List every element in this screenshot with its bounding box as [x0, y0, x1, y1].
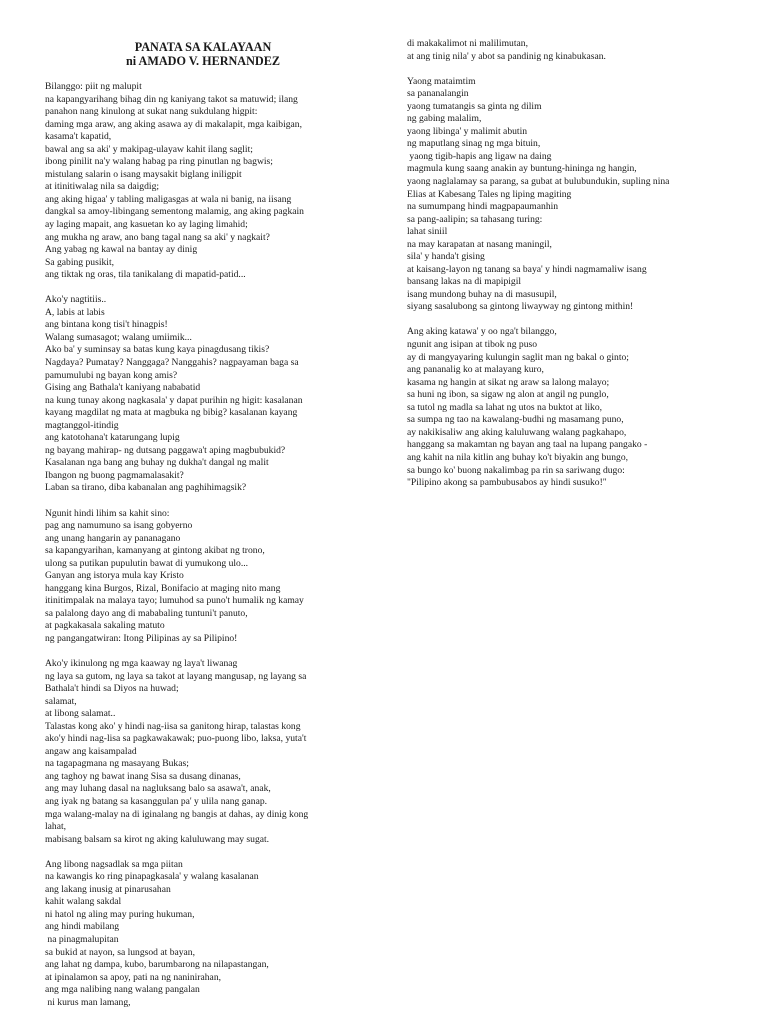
poem-line: sa bukid at nayon, sa lungsod at bayan, [45, 946, 196, 958]
poem-line: daming mga araw, ang aking asawa ay di makalapit, mga kaibigan, [45, 118, 302, 130]
poem-line: ang lahat ng dampa, kubo, barumbarong na nilapastangan, [45, 959, 269, 971]
poem-line: Ang aking katawa' y oo nga't bilanggo, [407, 326, 557, 338]
poem-line: sila' y handa't gising [407, 251, 485, 263]
right-column [407, 38, 727, 502]
poem-line: Walang sumasagot; walang umiimik... [45, 331, 192, 343]
poem-line: Nagdaya? Pumatay? Nanggaga? Nanggahis? nagpayaman baga sa [45, 356, 299, 368]
poem-line: na sumumpang hindi magpapaumanhin [407, 201, 559, 213]
poem-line: lahat siniil [407, 226, 448, 238]
poem-line: ng pangangatwiran: Itong Pilipinas ay sa Pilipino! [45, 632, 238, 644]
poem-line: yaong naglalamay sa parang, sa gubat at bulubundukin, supling nina [407, 175, 670, 187]
poem-line: kahit walang sakdal [45, 896, 122, 908]
poem-line: ng laya sa gutom, ng laya sa takot at layang mangusap, ng layang sa [45, 670, 307, 682]
poem-line: na tagapagmana ng masayang Bukas; [45, 758, 189, 770]
poem-line: Ang yabag ng kawal na bantay ay dinig [45, 244, 198, 256]
poem-line: ang bintana kong tisi't hinagpis! [45, 319, 168, 331]
poem-line: ng maputlang sinag ng mga bituin, [407, 138, 541, 150]
poem-line: sa tutol ng madla sa lahat ng utos na buktot at liko, [407, 401, 603, 413]
title-block [45, 40, 361, 68]
poem-line: Yaong mataimtim [407, 75, 476, 87]
poem-line: ngunit ang isipan at tibok ng puso [407, 339, 538, 351]
poem-line: na pinagmalupitan [45, 934, 119, 945]
poem-line: hanggang kina Burgos, Rizal, Bonifacio at maging nito mang [45, 582, 281, 594]
poem-line: Ganyan ang istorya mula kay Kristo [45, 570, 184, 582]
poem-line: at libong salamat.. [45, 708, 116, 720]
poem-line: ni kurus man lamang, [45, 996, 131, 1008]
poem-title: PANATA SA KALAYAAN [134, 40, 272, 54]
poem-line: sa palalong dayo ang di mababaling tuntuni't panuto, [45, 607, 248, 619]
poem-line: Talastas kong ako' y hindi nag-iisa sa ganitong hirap, talastas kong [45, 720, 301, 732]
poem-line: magmula kung saang anakin ay buntung-hininga ng hangin, [407, 163, 637, 175]
poem-line: yaong tigib-hapis ang ligaw na daing [407, 150, 552, 162]
poem-line: na may karapatan at nasang maningil, [407, 238, 552, 250]
poem-line: lahat, [45, 821, 67, 833]
poem-line: sa pang-aalipin; sa tahasang turing: [407, 213, 543, 225]
poem-line: dangkal sa amoy-libingang sementong malamig, ang aking pagkain [45, 206, 304, 218]
poem-line: ay di mangyayaring kulungin saglit man ng bakal o ginto; [407, 351, 629, 363]
poem-stanza [407, 38, 727, 63]
poem-line: ang aking higaa' y tabling maligasgas at wala ni banig, na iisang [45, 193, 292, 205]
poem-line: Ngunit hindi lihim sa kahit sino: [45, 507, 170, 519]
poem-line: Kasalanan nga bang ang buhay ng dukha't dangal ng malit [45, 457, 269, 469]
poem-line: yaong tumatangis sa ginta ng dilim [407, 100, 542, 112]
poem-stanza [407, 76, 727, 314]
poem-line: at itinitiwalag nila sa daigdig; [45, 181, 160, 193]
poem-line: Gising ang Bathala't kaniyang nababatid [45, 382, 201, 394]
poem-line: at ang tinig nila' y abot sa pandinig ng kinabukasan. [407, 50, 606, 62]
poem-line: mistulang salarin o isang maysakit biglang iniligpit [45, 168, 242, 180]
poem-line: ang lakang inusig at pinarusahan [45, 883, 171, 895]
poem-line: na kawangis ko ring pinapagkasala' y walang kasalanan [45, 871, 259, 883]
poem-line: ang may luhang dasal na nagluksang balo sa asawa't, anak, [45, 783, 271, 795]
poem-line: na kung tunay akong nagkasala' y dapat purihin ng higit: kasalanan [45, 394, 303, 406]
poem-line: ang mukha ng araw, ano bang tagal nang sa aki' y nagkait? [45, 231, 270, 243]
poem-line: Ako ba' y suminsay sa batas kung kaya pinagdusang tikis? [45, 344, 270, 356]
poem-line: yaong libinga' y malimit abutin [407, 125, 528, 137]
poem-line: ang tiktak ng oras, tila tanikalang di mapatid-patid... [45, 269, 246, 281]
poem-line: at kaisang-layon ng tanang sa baya' y hindi nagmamaliw isang [407, 263, 647, 275]
poem-line: A, labis at labis [45, 306, 105, 318]
poem-line: ibong pinilit na'y walang habag pa ring pinutlan ng bagwis; [45, 156, 273, 168]
poem-line: ang katotohana't katarungang lupig [45, 432, 180, 444]
poem-line: pamumulubi ng bayan kong amis? [45, 369, 178, 381]
poem-line: ni hatol ng aling may puring hukuman, [45, 908, 195, 920]
poem-stanza [45, 859, 365, 1010]
poem-line: itinitimpalak na malaya tayo; lumuhod sa puno't humalik ng kamay [45, 595, 304, 607]
poem-line: Bilanggo: piit ng malupit [45, 81, 142, 92]
poem-line: sa pananalangin [407, 88, 469, 100]
poem-line: at pagkakasala sakaling matuto [45, 620, 165, 632]
poem-line: ako'y hindi nag-lisa sa pagkawakawak; puo-puong libo, laksa, yuta't [45, 733, 307, 745]
poem-line: mabisang balsam sa kirot ng aking kaluluwang may sugat. [45, 833, 270, 845]
poem-line: sa bungo ko' buong nakalimbag pa rin sa sariwang dugo: [407, 464, 625, 476]
poem-line: bansang lakas na di mapipigil [407, 276, 522, 288]
poem-line: sa sumpa ng tao na kawalang-budhi ng masamang puno, [407, 414, 624, 426]
poem-line: "Pilipino akong sa pambubusabos ay hindi susuko!" [407, 477, 607, 489]
poem-line: at ipinalamon sa apoy, pati na ng naninirahan, [45, 971, 222, 983]
poem-line: kayang magdilat ng mata at magbuka ng bibig? kasalanan kayang [45, 407, 298, 419]
poem-line: ay laging mapait, ang kasuetan ko ay laging limahid; [45, 219, 248, 231]
poem-stanza [45, 508, 365, 646]
poem-line: angaw ang kaisampalad [45, 745, 137, 757]
poem-line: ang pananalig ko at malayang kuro, [407, 364, 544, 376]
poem-line: kasama ng hangin at sikat ng araw sa lalong malayo; [407, 376, 610, 388]
poem-line: Ako'y ikinulong ng mga kaaway ng laya't liwanag [45, 658, 238, 670]
left-column [45, 40, 365, 1022]
poem-line: ay nakikisaliw ang aking kaluluwang walang pagkahapo, [407, 426, 627, 438]
poem-line: ang mga nalibing nang walang pangalan [45, 984, 200, 996]
poem-line: kasama't kapatid, [45, 131, 112, 143]
poem-line: pag ang namumuno sa isang gobyerno [45, 520, 193, 532]
poem-line: Sa gabing pusikit, [45, 256, 115, 268]
poem-line: sa huni ng ibon, sa sigaw ng alon at angil ng punglo, [407, 389, 609, 401]
poem-line: Elias at Kabesang Tales ng liping magiting [407, 188, 572, 200]
poem-line: panahon nang kinulong at sukat nang sukdulang higpit: [45, 106, 258, 118]
poem-line: Ibangon ng buong pagmamalasakit? [45, 469, 184, 481]
poem-line: hanggang sa makamtan ng bayan ang taal na lupang pangako - [407, 439, 648, 451]
poem-line: na kapangyarihang bihag din ng kaniyang takot sa matuwid; ilang [45, 93, 298, 105]
poem-line: magtanggol-itindig [45, 419, 119, 431]
poem-line: bawal ang sa aki' y makipag-ulayaw kahit ilang saglit; [45, 143, 253, 155]
poem-stanza [407, 326, 727, 489]
poem-line: di makakalimot ni malilimutan, [407, 38, 528, 49]
poem-author: ni AMADO V. HERNANDEZ [126, 54, 280, 68]
poem-line: siyang sasalubong sa gintong liwayway ng gintong mithin! [407, 301, 634, 313]
poem-line: ulong sa putikan pupulutin bawat di yumukong ulo... [45, 557, 249, 569]
poem-line: salamat, [45, 695, 77, 707]
poem-line: Ang libong nagsadlak sa mga piitan [45, 858, 183, 870]
poem-line: Ako'y nagtitiis.. [45, 294, 107, 306]
poem-line: ang hindi mabilang [45, 921, 120, 933]
poem-stanza [45, 658, 365, 846]
poem-line: mga walang-malay na di iginalang ng bangis at dahas, ay dinig kong [45, 808, 309, 820]
poem-stanza [45, 294, 365, 495]
poem-stanza [45, 81, 365, 282]
poem-line: ng gabing malalim, [407, 113, 482, 125]
poem-line: sa kapangyarihan, kamanyang at gintong akibat ng trono, [45, 545, 265, 557]
poem-line: ang iyak ng batang sa kasanggulan pa' y ulila nang ganap. [45, 796, 268, 808]
poem-line: ng bayang mahirap- ng dutsang paggawa't aping magbubukid? [45, 444, 286, 456]
poem-line: Bathala't hindi sa Diyos na huwad; [45, 683, 179, 695]
poem-line: isang mundong buhay na di masusupil, [407, 288, 557, 300]
poem-line: ang kahit na nila kitlin ang buhay ko't biyakin ang bungo, [407, 451, 629, 463]
poem-line: ang taghoy ng bawat inang Sisa sa dusang dinanas, [45, 770, 241, 782]
poem-line: ang unang hangarin ay pananagano [45, 532, 181, 544]
poem-line: Laban sa tirano, diba kabanalan ang paghihimagsik? [45, 482, 247, 494]
